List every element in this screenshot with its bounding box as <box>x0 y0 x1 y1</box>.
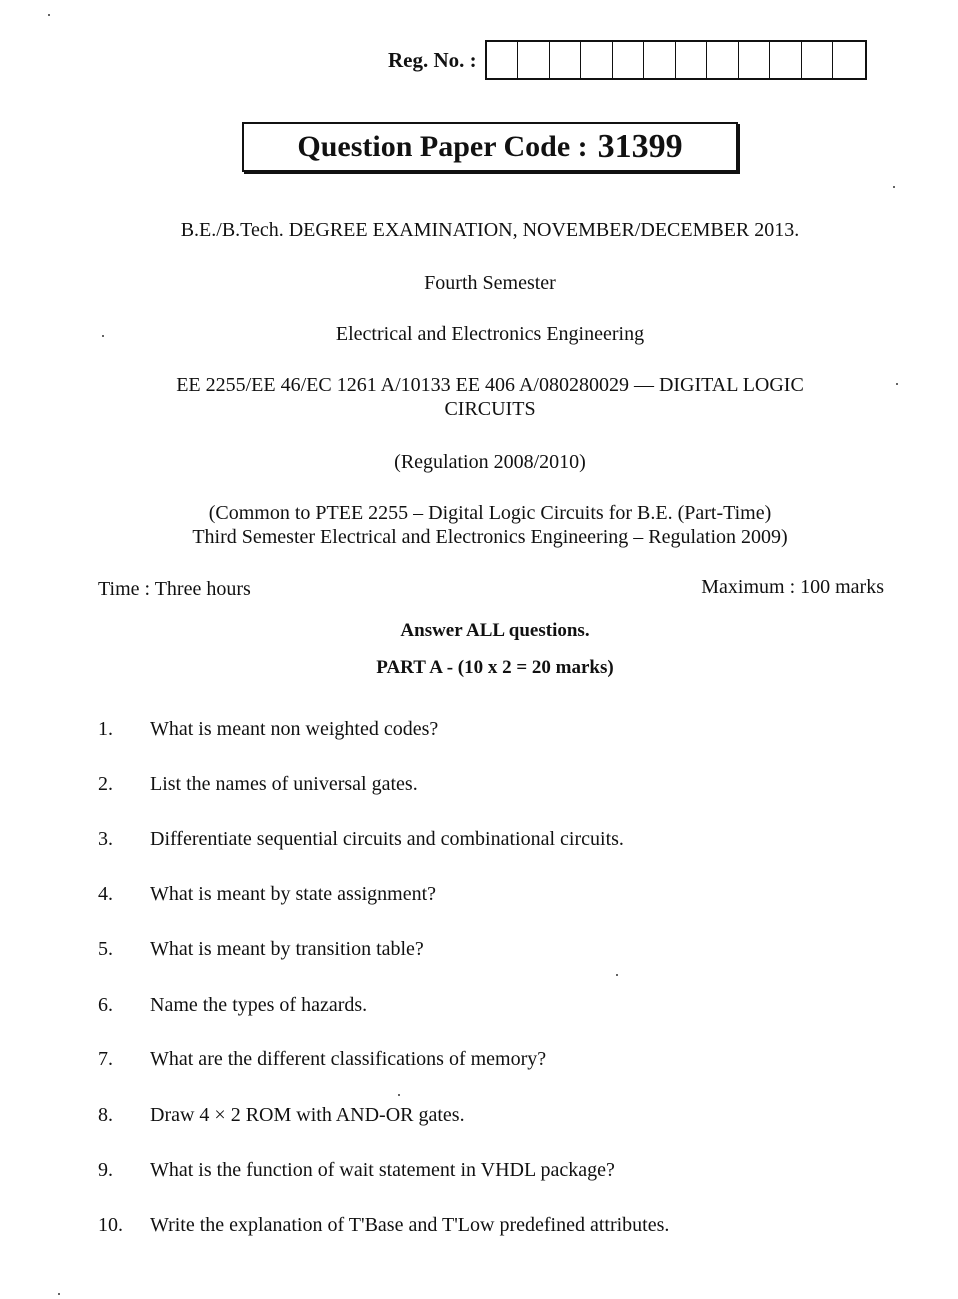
question-number: 7. <box>98 1048 113 1070</box>
reg-no-box <box>613 42 645 78</box>
code-label: Question Paper Code : <box>297 130 588 163</box>
question-text: Draw 4 × 2 ROM with AND-OR gates. <box>150 1104 465 1126</box>
common-line-1: (Common to PTEE 2255 – Digital Logic Circuits for B.E. (Part-Time) <box>208 502 772 524</box>
question-text: What is meant by state assignment? <box>150 883 437 905</box>
scan-speck <box>102 335 104 337</box>
reg-no-box <box>833 42 865 78</box>
reg-no-label: Reg. No. : <box>388 47 477 72</box>
reg-no-box <box>644 42 676 78</box>
scan-speck <box>896 383 898 385</box>
reg-no-box <box>770 42 802 78</box>
question-number: 9. <box>98 1159 113 1181</box>
question-number: 3. <box>98 828 113 850</box>
reg-no-box <box>550 42 582 78</box>
part-a-heading: PART A - (10 x 2 = 20 marks) <box>376 657 614 678</box>
question-paper-code-box <box>242 122 738 172</box>
reg-no-box <box>707 42 739 78</box>
scan-speck <box>893 186 895 188</box>
question-number: 2. <box>98 773 113 795</box>
scan-speck <box>48 14 50 16</box>
question-number: 4. <box>98 883 113 905</box>
question-text: What are the different classifications of memory? <box>150 1048 547 1070</box>
question-text: Differentiate sequential circuits and combinational circuits. <box>150 828 624 850</box>
reg-no-box <box>739 42 771 78</box>
question-text: Write the explanation of T'Base and T'Low predefined attributes. <box>150 1214 670 1236</box>
question-text: Name the types of hazards. <box>150 994 368 1016</box>
branch: Electrical and Electronics Engineering <box>335 323 645 345</box>
question-number: 10. <box>98 1214 123 1236</box>
scan-speck <box>616 974 618 976</box>
semester: Fourth Semester <box>424 272 556 294</box>
reg-no-box <box>802 42 834 78</box>
reg-no-boxes <box>485 40 867 80</box>
reg-no-box <box>581 42 613 78</box>
reg-no-box <box>676 42 708 78</box>
question-number: 5. <box>98 938 113 960</box>
reg-no-box <box>487 42 519 78</box>
degree-title: B.E./B.Tech. DEGREE EXAMINATION, NOVEMBER/DECEMBER 2013. <box>180 219 800 241</box>
answer-all-instruction: Answer ALL questions. <box>400 620 590 641</box>
question-text: What is meant by transition table? <box>150 938 424 960</box>
reg-no <box>388 40 867 80</box>
scan-speck <box>58 1293 60 1295</box>
regulation: (Regulation 2008/2010) <box>394 451 586 473</box>
subject-line-2: CIRCUITS <box>444 398 536 420</box>
scan-speck <box>398 1094 400 1096</box>
question-number: 1. <box>98 718 113 740</box>
question-number: 8. <box>98 1104 113 1126</box>
question-text: What is the function of wait statement in VHDL package? <box>150 1159 615 1181</box>
common-line-2: Third Semester Electrical and Electronics Engineering – Regulation 2009) <box>192 526 788 548</box>
maximum-marks: Maximum : 100 marks <box>701 576 884 598</box>
question-text: List the names of universal gates. <box>150 773 418 795</box>
code-number: 31399 <box>597 128 683 165</box>
question-number: 6. <box>98 994 113 1016</box>
reg-no-box <box>518 42 550 78</box>
subject-line-1: EE 2255/EE 46/EC 1261 A/10133 EE 406 A/080280029 — DIGITAL LOGIC <box>176 374 804 396</box>
question-text: What is meant non weighted codes? <box>150 718 439 740</box>
time-allowed: Time : Three hours <box>98 578 251 600</box>
